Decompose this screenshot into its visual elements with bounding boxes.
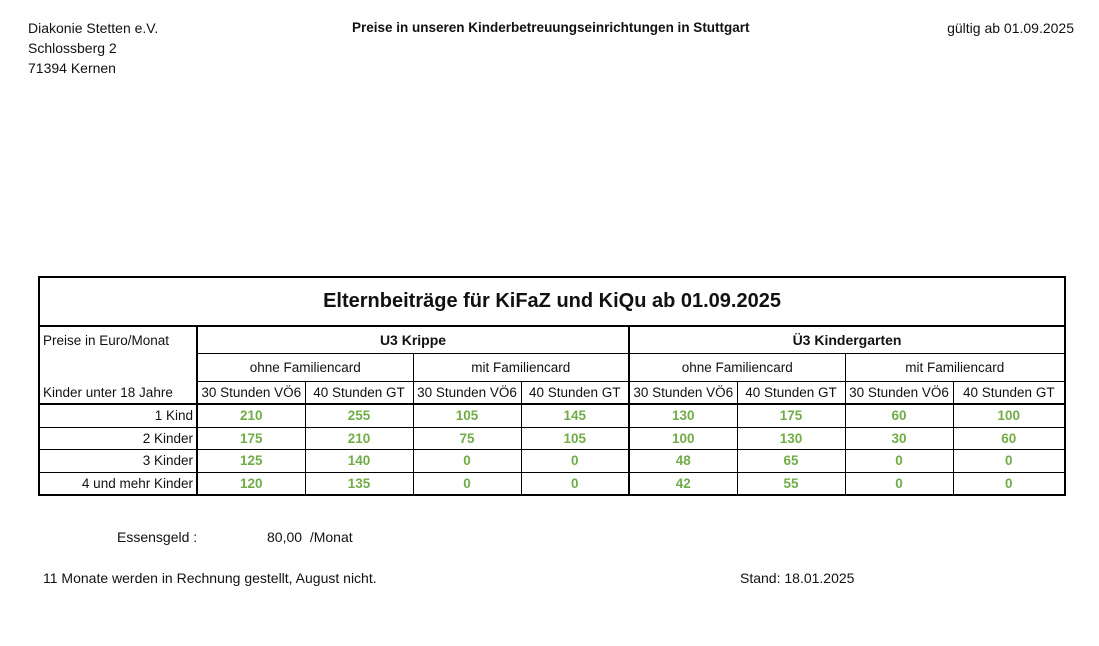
table-title: Elternbeiträge für KiFaZ und KiQu ab 01.09.2025 — [39, 277, 1065, 326]
hours-header: 30 Stunden VÖ6 — [413, 382, 521, 405]
subgroup-header: mit Familiencard — [845, 354, 1065, 382]
price-cell: 0 — [413, 450, 521, 473]
price-cell: 55 — [737, 472, 845, 495]
hours-header: 30 Stunden VÖ6 — [197, 382, 305, 405]
price-cell: 125 — [197, 450, 305, 473]
price-cell: 120 — [197, 472, 305, 495]
price-cell: 130 — [737, 427, 845, 450]
table-title-row — [39, 277, 1065, 326]
price-cell: 60 — [845, 404, 953, 427]
price-table — [38, 276, 1066, 496]
group-header-u3-kindergarten: Ü3 Kindergarten — [629, 326, 1065, 354]
table-hours-row — [39, 382, 1065, 405]
price-cell: 0 — [521, 450, 629, 473]
price-cell: 145 — [521, 404, 629, 427]
price-cell: 210 — [197, 404, 305, 427]
subgroup-header: ohne Familiencard — [197, 354, 413, 382]
price-cell: 42 — [629, 472, 737, 495]
billing-note: 11 Monate werden in Rechnung gestellt, August nicht. — [43, 570, 377, 586]
table-row — [39, 450, 1065, 473]
price-cell: 48 — [629, 450, 737, 473]
hours-header: 40 Stunden GT — [737, 382, 845, 405]
table-group-row — [39, 326, 1065, 354]
meal-fee-value: 80,00 /Monat — [267, 529, 353, 545]
valid-from-date: gültig ab 01.09.2025 — [947, 20, 1074, 36]
hours-header: 40 Stunden GT — [953, 382, 1065, 405]
hours-header: 30 Stunden VÖ6 — [845, 382, 953, 405]
sender-street: Schlossberg 2 — [28, 40, 117, 56]
hours-header: 40 Stunden GT — [521, 382, 629, 405]
group-header-u3-krippe: U3 Krippe — [197, 326, 629, 354]
row-label: 2 Kinder — [39, 427, 197, 450]
table-subgroup-row — [39, 354, 1065, 382]
sender-city: 71394 Kernen — [28, 60, 116, 76]
price-cell: 175 — [197, 427, 305, 450]
sender-address — [28, 18, 158, 78]
price-cell: 0 — [413, 472, 521, 495]
price-cell: 105 — [413, 404, 521, 427]
price-cell: 100 — [953, 404, 1065, 427]
price-cell: 65 — [737, 450, 845, 473]
table-row — [39, 404, 1065, 427]
subgroup-header: mit Familiencard — [413, 354, 629, 382]
hours-header: 40 Stunden GT — [305, 382, 413, 405]
price-cell: 130 — [629, 404, 737, 427]
price-cell: 140 — [305, 450, 413, 473]
price-cell: 0 — [521, 472, 629, 495]
document-title: Preise in unseren Kinderbetreuungseinrichtungen in Stuttgart — [352, 20, 750, 35]
table-row — [39, 472, 1065, 495]
price-cell: 75 — [413, 427, 521, 450]
price-cell: 100 — [629, 427, 737, 450]
status-date: Stand: 18.01.2025 — [740, 570, 855, 586]
children-label: Kinder unter 18 Jahre — [39, 382, 197, 405]
price-cell: 135 — [305, 472, 413, 495]
price-cell: 210 — [305, 427, 413, 450]
price-cell: 60 — [953, 427, 1065, 450]
price-cell: 0 — [953, 450, 1065, 473]
row-label: 1 Kind — [39, 404, 197, 427]
price-cell: 0 — [953, 472, 1065, 495]
meal-fee-label: Essensgeld : — [117, 529, 198, 545]
price-cell: 175 — [737, 404, 845, 427]
price-unit-label: Preise in Euro/Monat — [39, 326, 197, 354]
price-cell: 30 — [845, 427, 953, 450]
hours-header: 30 Stunden VÖ6 — [629, 382, 737, 405]
table-row — [39, 427, 1065, 450]
price-cell: 0 — [845, 450, 953, 473]
price-cell: 255 — [305, 404, 413, 427]
subgroup-header: ohne Familiencard — [629, 354, 845, 382]
empty-cell — [39, 354, 197, 382]
price-cell: 0 — [845, 472, 953, 495]
row-label: 4 und mehr Kinder — [39, 472, 197, 495]
price-cell: 105 — [521, 427, 629, 450]
sender-name: Diakonie Stetten e.V. — [28, 20, 159, 36]
row-label: 3 Kinder — [39, 450, 197, 473]
